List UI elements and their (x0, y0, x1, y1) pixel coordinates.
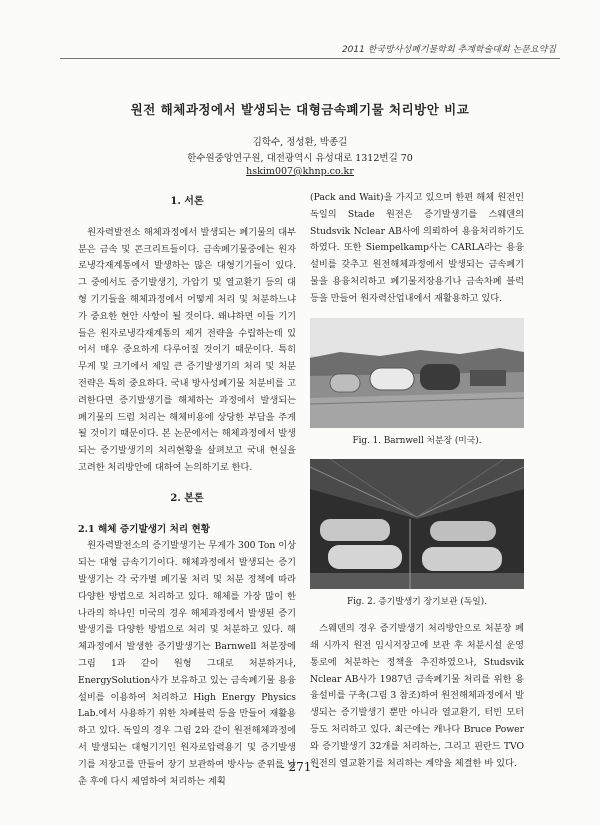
subsection-heading: 2.1 해체 증기발생기 처리 현황 (78, 523, 210, 535)
figure-1 (310, 318, 524, 450)
figure-2-caption: Fig. 2. 증기발생기 장기보관 (독일). (346, 597, 488, 608)
barnwell-photo (310, 318, 524, 428)
header-divider (60, 58, 560, 59)
running-header: 2011 한국방사성폐기물학회 추계학술대회 논문요약집 (341, 45, 556, 55)
page-number: - 271 - (280, 760, 320, 774)
intro-paragraph: 원자력발전소 해체과정에서 발생되는 폐기물의 대부분은 금속 및 콘크리트들이다. 금속폐기물중에는 원자로냉각재계통에서 발생하는 많은 대형기기들이 있다. 그 중에서도 증기발생기, 가압기 및 열교환기 등의 대형 기기들을 해체과정에서 어떻게 처리 및 처분하느냐가 중요한 현안 사항이 될 것이다. 왜냐하면 이들 기기들은 원자로냉각재계통의 제거 전략을 수립하는데 있어서 매우 중요하게 다루어질 것이기 때문이다. 특히 무게 및 크기에서 제일 큰 증기발생기의 처리 및 처분전략은 특히 중요하다. 국내 방사성폐기물 처분비를 고려한다면 증기발생기를 해체하는 과정에서 발생되는 폐기물의 드럼 처리는 해체비용에 상당한 부담을 주게 될 것이기 때문이다. 본 논문에서는 해체과정에서 발생되는 증기발생기의 처리현황을 살펴보고 국내 현실을 고려한 처리방안에 대하여 논의하기로 한다. (78, 226, 296, 473)
subsection-paragraph: 원자력발전소의 증기발생기는 무게가 300 Ton 이상 되는 대형 금속기기이다. 해체과정에서 발생되는 증기발생기는 각 국가별 폐기물 처리 및 처분 정책에 따라 다양한 방법으로 처리하고 있다. 해체를 가장 많이 한 나라의 하나인 미국의 경우 해체과정에서 발생된 증기발생기를 다양한 방법으로 처리 및 처분하고 있다. 해체과정에서 발생한 증기발생기는 Barnwell 처분장에 그림 1과 같이 원형 그대로 처분하거나, EnergySolution사가 보유하고 있는 금속폐기물 용융설비를 이용하여 처리하고 High Energy Physics Lab.에서 사용하기 위한 차폐블럭 등을 만들어 재활용하고 있다. 독일의 경우 그림 2와 같이 원전해체과정에서 발생되는 대형기기인 원자로압력용기 및 증기발생기를 저장고를 만들어 장기 보관하여 방사능 준위를 낮춘 후에 다시 제염하여 처리하는 계획 (78, 540, 296, 787)
right-top-paragraph: (Pack and Wait)을 가지고 있으며 한편 해체 원전인 독일의 Stade 원전은 증기발생기를 스웨덴의 Studsvik Nclear AB사에 의뢰하여 용융처리하기도 하였다. 또한 Siempelkamp사는 CARLA라는 용융설비를 갖추고 원전해체과정에서 발생되는 금속폐기물을 용융처리하고 폐기물저장용기나 금속차폐 블럭 등을 만들어 원자력산업내에서 재활용하고 있다. (310, 192, 524, 304)
author-email-link[interactable]: hskim007@khnp.co.kr (246, 166, 354, 177)
body-heading: 2. 본론 (170, 492, 204, 504)
storage-hall-photo (310, 459, 524, 589)
paper-authors: 김학수, 정성환, 박종길 (252, 137, 348, 148)
paper-affiliation: 한수원중앙연구원, 대전광역시 유성대로 1312번길 70 (187, 153, 413, 164)
intro-heading: 1. 서론 (170, 196, 204, 207)
right-column (310, 190, 524, 772)
paper-title: 원전 해체과정에서 발생되는 대형금속폐기물 처리방안 비교 (130, 102, 470, 117)
right-bottom-paragraph: 스웨덴의 경우 증기발생기 처리방안으로 처분장 폐쇄 시까지 원전 임시저장고에 보관 후 처분시설 운영 통로에 처분하는 정책을 추진하였으나, Studsvik Nclear AB사가 1987년 금속폐기물 처리를 위한 용융설비를 구축(그림 3 참조)하여 원전해체과정에서 발생되는 증기발생기 뿐만 아니라 열교환기, 터빈 모터 등도 처리하고 있다. 최근에는 캐나다 Bruce Power와 증기발생기 32개를 처리하는, 그리고 핀란드 TVO 원전의 열교환기를 처리하는 계약을 체결한 바 있다. (310, 623, 524, 769)
left-column (78, 190, 296, 790)
figure-2 (310, 459, 524, 611)
figure-1-caption: Fig. 1. Barnwell 처분장 (미국). (352, 435, 482, 446)
